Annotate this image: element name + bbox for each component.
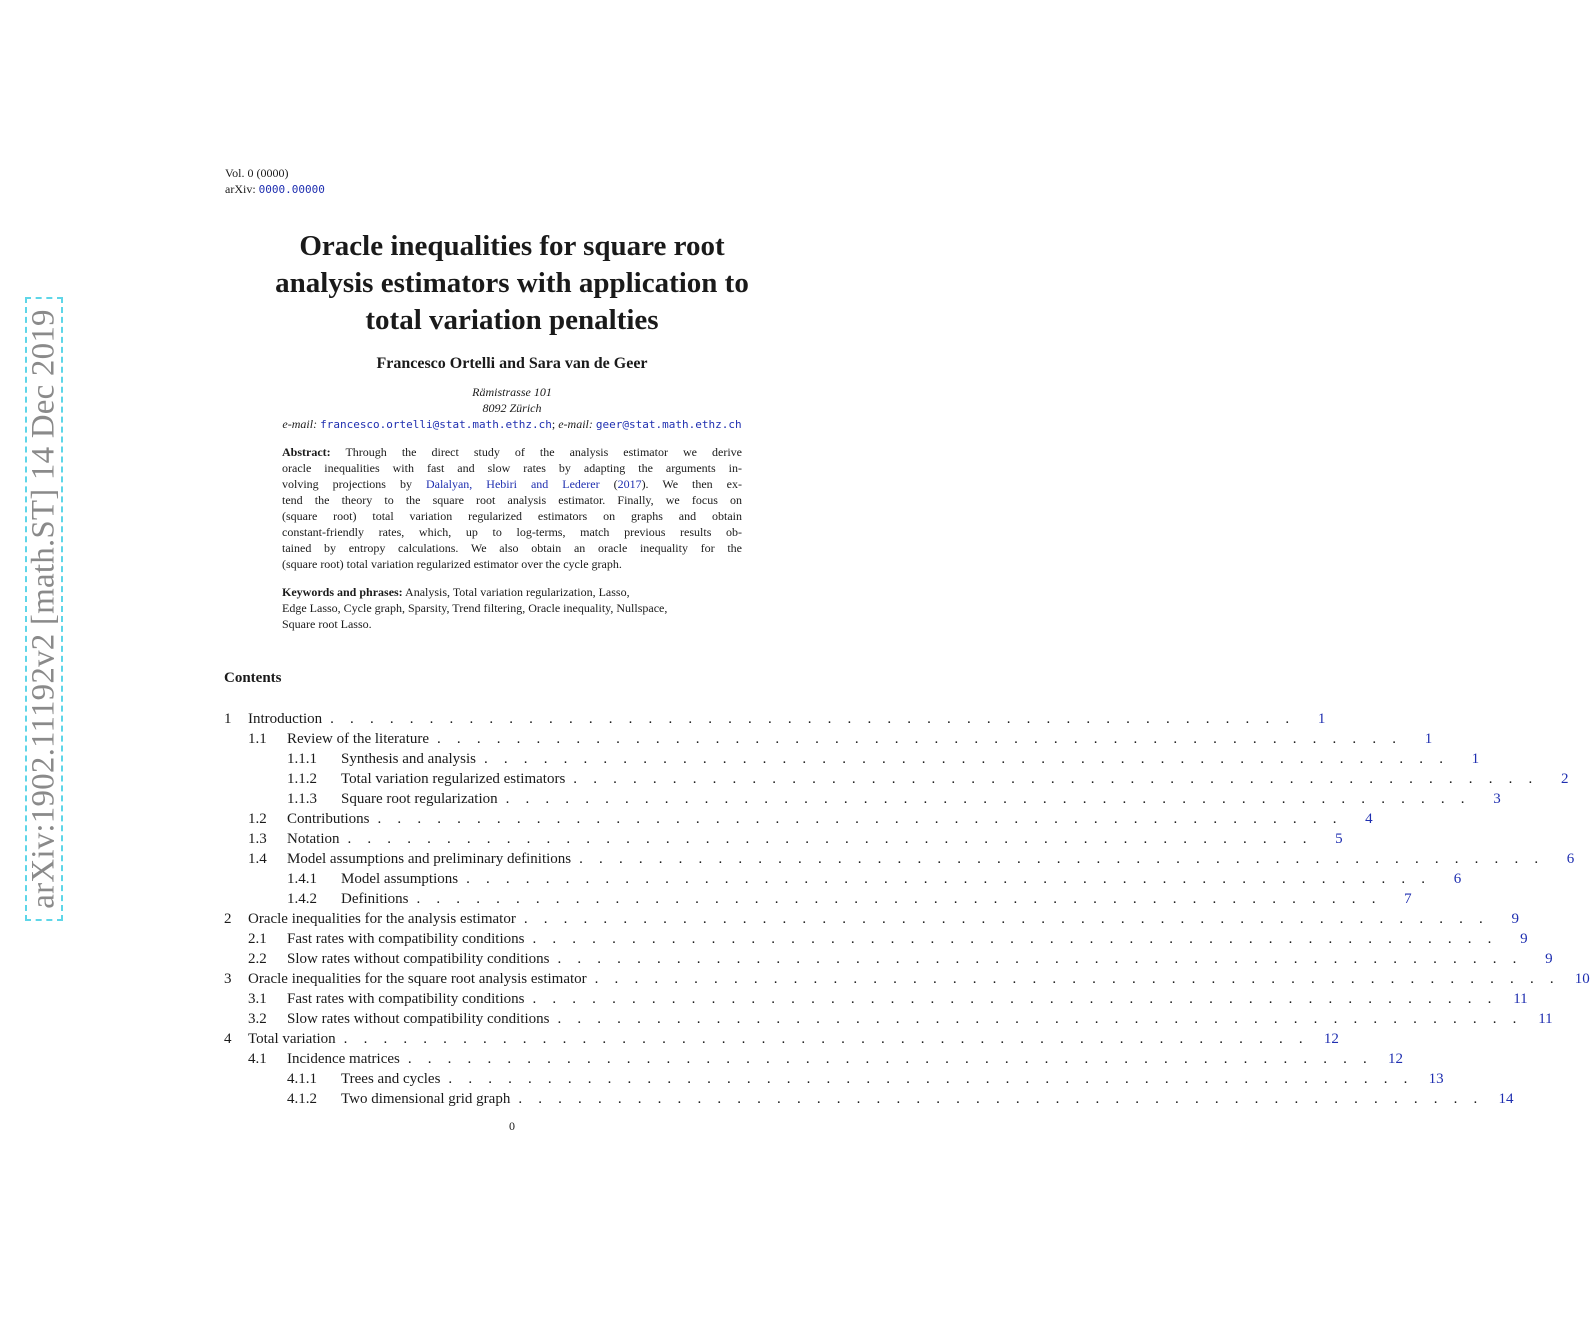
email-link-ortelli[interactable]: francesco.ortelli@stat.math.ethz.ch	[320, 418, 552, 431]
abstract-line: constant-friendly rates, which, up to log-terms, match previous results ob-	[282, 525, 742, 539]
affiliation	[224, 384, 800, 416]
toc-entry-title: Notation	[287, 831, 340, 847]
toc-dot-leader: . . . . . . . . . . . . . . . . . . . . . . . . . . . . . . . . . . . . . . . . . . . . . . . . .	[532, 991, 1498, 1007]
authors: Francesco Ortelli and Sara van de Geer	[376, 355, 648, 372]
toc-entry[interactable]	[224, 1009, 1553, 1029]
toc-entry[interactable]	[224, 729, 1433, 749]
toc-page-link[interactable]: 11	[1513, 991, 1528, 1007]
citation-link-authors-1[interactable]: Dalalyan,	[425, 477, 473, 491]
toc-page-link[interactable]: 7	[1404, 891, 1412, 907]
toc-entry-number: 3.1	[248, 991, 267, 1007]
email-label-2: e-mail:	[558, 417, 593, 431]
arxiv-info	[225, 181, 325, 198]
toc-page-link[interactable]: 11	[1538, 1011, 1553, 1027]
toc-page-link[interactable]: 1	[1424, 731, 1433, 747]
toc-entry[interactable]	[224, 889, 1412, 909]
toc-entry-number: 4.1	[248, 1051, 267, 1067]
toc-entry[interactable]	[224, 769, 1569, 789]
email-label-1: e-mail:	[282, 417, 318, 431]
toc-entry-title: Fast rates with compatibility conditions	[287, 931, 525, 947]
toc-dot-leader: . . . . . . . . . . . . . . . . . . . . . . . . . . . . . . . . . . . . . . . . . . . . . . . . .	[330, 711, 1296, 727]
abstract-line: oracle inequalities with fast and slow rates by adapting the arguments in-	[282, 461, 742, 475]
toc-page-link[interactable]: 6	[1453, 871, 1462, 887]
toc-dot-leader: . . . . . . . . . . . . . . . . . . . . . . . . . . . . . . . . . . . . . . . . . . . . . . . . .	[416, 891, 1382, 907]
toc-page-link[interactable]: 9	[1545, 951, 1553, 967]
arxiv-label: arXiv:	[225, 182, 256, 196]
toc-entry[interactable]	[224, 809, 1373, 829]
toc-dot-leader: . . . . . . . . . . . . . . . . . . . . . . . . . . . . . . . . . . . . . . . . . . . . . . . . .	[594, 971, 1560, 987]
toc-entry-title: Contributions	[287, 811, 370, 827]
toc-entry-title: Square root regularization	[341, 791, 498, 807]
toc-entry-number: 3.2	[248, 1011, 267, 1027]
toc-entry[interactable]	[224, 969, 1590, 989]
toc-entry-title: Total variation regularized estimators	[341, 771, 566, 787]
table-of-contents	[224, 709, 1590, 1109]
toc-dot-leader: . . . . . . . . . . . . . . . . . . . . . . . . . . . . . . . . . . . . . . . . . . . . . . . . .	[448, 1071, 1414, 1087]
paper-title	[224, 228, 800, 339]
toc-dot-leader: . . . . . . . . . . . . . . . . . . . . . . . . . . . . . . . . . . . . . . . . . . . . . . . . .	[532, 931, 1498, 947]
toc-entry[interactable]	[224, 1089, 1514, 1109]
toc-page-link[interactable]: 4	[1365, 811, 1373, 827]
toc-entry-number: 4.1.1	[287, 1071, 317, 1087]
toc-entry-title: Slow rates without compatibility conditions	[287, 951, 550, 967]
toc-entry-number: 2	[224, 911, 232, 927]
keywords-label: Keywords and phrases:	[282, 585, 403, 599]
toc-entry-title: Review of the literature	[287, 731, 430, 747]
toc-dot-leader: . . . . . . . . . . . . . . . . . . . . . . . . . . . . . . . . . . . . . . . . . . . . . . . . .	[437, 731, 1403, 747]
toc-entry-title: Introduction	[248, 711, 323, 727]
toc-dot-leader: . . . . . . . . . . . . . . . . . . . . . . . . . . . . . . . . . . . . . . . . . . . . . . . . .	[377, 811, 1343, 827]
affiliation-city: 8092 Zürich	[482, 401, 542, 415]
abstract-line: Abstract: Through the direct study of the analysis estimator we derive	[282, 445, 742, 459]
keywords-line: Edge Lasso, Cycle graph, Sparsity, Trend filtering, Oracle inequality, Nullspace,	[282, 601, 668, 615]
toc-entry-number: 1	[224, 711, 232, 727]
toc-dot-leader: . . . . . . . . . . . . . . . . . . . . . . . . . . . . . . . . . . . . . . . . . . . . . . . . .	[557, 951, 1523, 967]
toc-dot-leader: . . . . . . . . . . . . . . . . . . . . . . . . . . . . . . . . . . . . . . . . . . . . . . . . .	[407, 1051, 1374, 1067]
journal-info	[225, 165, 325, 198]
toc-entry-title: Incidence matrices	[287, 1051, 400, 1067]
toc-entry-title: Total variation	[248, 1031, 336, 1047]
toc-entry[interactable]	[224, 749, 1480, 769]
toc-entry[interactable]	[224, 929, 1528, 949]
toc-entry[interactable]	[224, 1069, 1444, 1089]
contents-heading: Contents	[224, 670, 282, 686]
toc-page-link[interactable]: 3	[1493, 791, 1501, 807]
toc-entry-title: Two dimensional grid graph	[341, 1091, 511, 1107]
toc-entry-number: 1.4	[248, 851, 267, 867]
toc-entry-number: 1.3	[248, 831, 267, 847]
abstract-line: volving projections by Dalalyan, Hebiri and Lederer (2017). We then ex-	[282, 477, 742, 491]
toc-dot-leader: . . . . . . . . . . . . . . . . . . . . . . . . . . . . . . . . . . . . . . . . . . . . . . . . .	[579, 851, 1545, 867]
toc-dot-leader: . . . . . . . . . . . . . . . . . . . . . . . . . . . . . . . . . . . . . . . . . . . . . . . . .	[505, 791, 1471, 807]
toc-entry[interactable]	[224, 789, 1501, 809]
toc-entry[interactable]	[224, 909, 1519, 929]
toc-entry-number: 4.1.2	[287, 1091, 317, 1107]
toc-entry[interactable]	[224, 1029, 1339, 1049]
toc-dot-leader: . . . . . . . . . . . . . . . . . . . . . . . . . . . . . . . . . . . . . . . . . . . . . . . . .	[573, 771, 1539, 787]
email-line	[224, 416, 800, 433]
keywords	[282, 584, 764, 632]
arxiv-id-link[interactable]: 0000.00000	[258, 183, 325, 196]
toc-entry-number: 1.4.1	[287, 871, 317, 887]
toc-dot-leader: . . . . . . . . . . . . . . . . . . . . . . . . . . . . . . . . . . . . . . . . . . . . . . . . .	[343, 1031, 1309, 1047]
toc-entry-title: Trees and cycles	[341, 1071, 441, 1087]
toc-page-link[interactable]: 12	[1388, 1051, 1404, 1067]
abstract-line: (square root) total variation regularized estimators on graphs and obtain	[282, 509, 742, 523]
toc-dot-leader: . . . . . . . . . . . . . . . . . . . . . . . . . . . . . . . . . . . . . . . . . . . . . . . . .	[466, 871, 1432, 887]
toc-entry-number: 2.1	[248, 931, 267, 947]
abstract-line: tend the theory to the square root analysis estimator. Finally, we focus on	[282, 493, 742, 507]
page-number: 0	[509, 1119, 515, 1133]
title-line-2: analysis estimators with application to	[275, 267, 749, 299]
toc-entry-number: 3	[224, 971, 232, 987]
toc-page-link[interactable]: 6	[1566, 851, 1575, 867]
toc-entry-number: 1.1.1	[287, 751, 317, 767]
toc-entry-title: Slow rates without compatibility conditions	[287, 1011, 550, 1027]
toc-dot-leader: . . . . . . . . . . . . . . . . . . . . . . . . . . . . . . . . . . . . . . . . . . . . . . . . .	[518, 1091, 1484, 1107]
toc-page-link[interactable]: 2	[1560, 771, 1569, 787]
toc-page-link[interactable]: 13	[1428, 1071, 1444, 1087]
email-link-geer[interactable]: geer@stat.math.ethz.ch	[595, 418, 742, 431]
toc-entry-number: 1.1.3	[287, 791, 317, 807]
keywords-line: Keywords and phrases: Analysis, Total variation regularization, Lasso,	[282, 585, 630, 599]
toc-entry-title: Model assumptions	[341, 871, 459, 887]
toc-page-link[interactable]: 9	[1511, 911, 1519, 927]
abstract	[282, 444, 742, 572]
toc-entry-number: 2.2	[248, 951, 267, 967]
toc-entry[interactable]	[224, 869, 1462, 889]
toc-entry-title: Oracle inequalities for the analysis estimator	[248, 911, 516, 927]
toc-dot-leader: . . . . . . . . . . . . . . . . . . . . . . . . . . . . . . . . . . . . . . . . . . . . . . . . .	[347, 831, 1313, 847]
volume-info: Vol. 0 (0000)	[225, 166, 289, 180]
toc-dot-leader: . . . . . . . . . . . . . . . . . . . . . . . . . . . . . . . . . . . . . . . . . . . . . . . . .	[484, 751, 1450, 767]
toc-entry[interactable]	[224, 989, 1528, 1009]
toc-page-link[interactable]: 12	[1323, 1031, 1339, 1047]
toc-entry-title: Definitions	[341, 891, 409, 907]
toc-dot-leader: . . . . . . . . . . . . . . . . . . . . . . . . . . . . . . . . . . . . . . . . . . . . . . . . .	[523, 911, 1489, 927]
abstract-line: tained by entropy calculations. We also obtain an oracle inequality for the	[282, 541, 742, 555]
toc-page-link[interactable]: 1	[1471, 751, 1480, 767]
arxiv-side-stamp: arXiv:1902.11192v2 [math.ST] 14 Dec 2019	[25, 309, 62, 909]
toc-entry-number: 1.2	[248, 811, 267, 827]
toc-entry[interactable]	[224, 709, 1326, 729]
toc-entry[interactable]	[224, 949, 1553, 969]
citation-link-year[interactable]: 2017	[617, 477, 642, 491]
toc-entry-number: 1.4.2	[287, 891, 317, 907]
toc-entry-title: Model assumptions and preliminary definitions	[287, 851, 572, 867]
toc-entry-title: Oracle inequalities for the square root analysis estimator	[248, 971, 587, 987]
toc-page-link[interactable]: 5	[1335, 831, 1343, 847]
title-line-1: Oracle inequalities for square root	[299, 230, 725, 262]
affiliation-street: Rämistrasse 101	[472, 385, 552, 399]
toc-entry-number: 1.1	[248, 731, 267, 747]
toc-page-link[interactable]: 14	[1498, 1091, 1514, 1107]
toc-entry[interactable]	[224, 849, 1575, 869]
abstract-label: Abstract:	[282, 445, 331, 459]
toc-page-link[interactable]: 10	[1574, 971, 1590, 987]
toc-entry-title: Synthesis and analysis	[341, 751, 476, 767]
toc-entry-number: 1.1.2	[287, 771, 317, 787]
keywords-line: Square root Lasso.	[282, 617, 372, 631]
email-separator: ;	[551, 417, 556, 431]
toc-page-link[interactable]: 9	[1520, 931, 1528, 947]
abstract-line: (square root) total variation regularized estimator over the cycle graph.	[282, 557, 622, 571]
title-line-3: total variation penalties	[365, 304, 659, 336]
toc-entry-number: 4	[224, 1031, 232, 1047]
toc-page-link[interactable]: 1	[1317, 711, 1326, 727]
citation-link-authors-2[interactable]: Hebiri and Lederer	[486, 477, 600, 491]
toc-entry[interactable]	[224, 829, 1343, 849]
toc-entry[interactable]	[224, 1049, 1404, 1069]
toc-dot-leader: . . . . . . . . . . . . . . . . . . . . . . . . . . . . . . . . . . . . . . . . . . . . . . . . .	[557, 1011, 1523, 1027]
toc-entry-title: Fast rates with compatibility conditions	[287, 991, 525, 1007]
